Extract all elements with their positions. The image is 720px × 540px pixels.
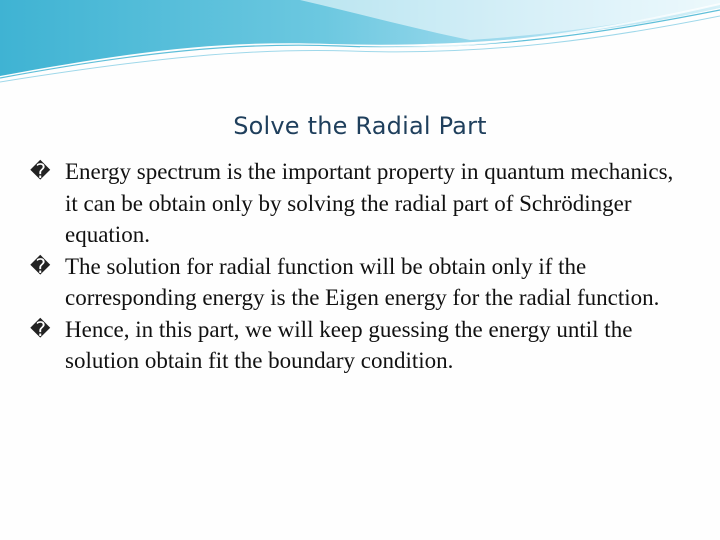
bullet-text: Energy spectrum is the important property in quantum mechanics, it can be obtain only by solving the radial part of Schrödinger equation. <box>65 159 674 247</box>
bullet-text: The solution for radial function will be obtain only if the corresponding energy is the Eigen energy for the radial function. <box>65 253 660 310</box>
slide-title: Solve the Radial Part <box>233 112 487 140</box>
bullet-item-1 <box>30 156 680 251</box>
bullet-text: Hence, in this part, we will keep guessing the energy until the solution obtain fit the boundary condition. <box>65 316 633 373</box>
wave-header-decoration <box>0 0 720 90</box>
bullet-item-3 <box>30 314 680 377</box>
bullet-item-2 <box>30 251 680 314</box>
bullet-icon: � <box>30 253 51 278</box>
bullet-icon: � <box>30 159 51 183</box>
bullet-icon: � <box>30 316 51 341</box>
bullet-list <box>30 156 680 377</box>
